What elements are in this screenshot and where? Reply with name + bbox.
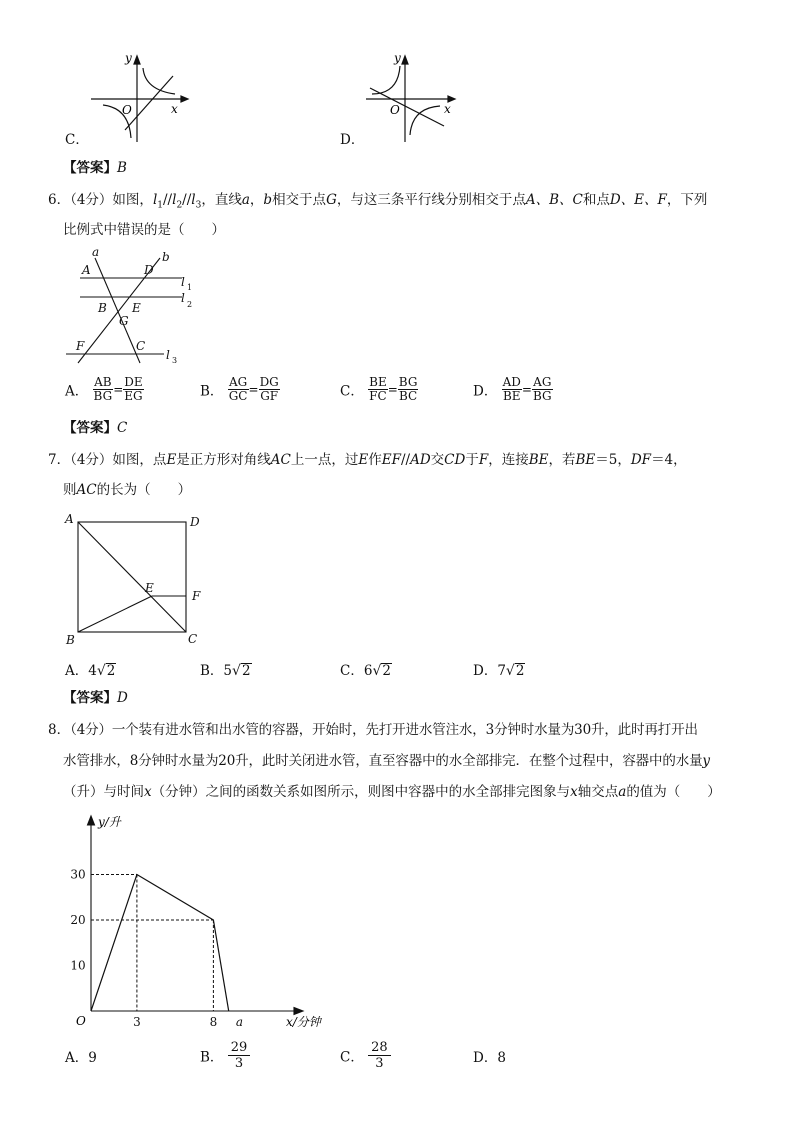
frac-den: GF	[260, 389, 279, 403]
q8-option-b[interactable]	[200, 1040, 250, 1071]
frac-num: DE	[124, 375, 143, 389]
q8-var: x	[570, 784, 578, 800]
graph-label: x	[444, 102, 451, 116]
q7-option-a[interactable]	[65, 659, 116, 679]
q6-par: //	[182, 192, 192, 208]
option-label: C．	[340, 1049, 364, 1066]
frac-den: 3	[375, 1056, 384, 1071]
option-value: 9	[88, 1050, 97, 1066]
option-label: A．	[65, 663, 89, 679]
y-axis-label: y/升	[98, 815, 121, 829]
sqrt-icon: √	[372, 663, 382, 679]
q6-text: ，	[249, 192, 264, 208]
diagram-label: a	[92, 246, 100, 259]
q7-text: 是正方形对角线	[176, 452, 271, 468]
diagram-label: 3	[172, 356, 178, 365]
diagram-label: D	[190, 515, 200, 529]
option-d-graph	[360, 50, 470, 145]
diagram-label: F	[192, 589, 201, 603]
equals: =	[387, 382, 398, 397]
q6-option-b[interactable]	[200, 376, 280, 403]
q8-number: 8．	[48, 722, 71, 738]
frac-den: BG	[93, 389, 113, 403]
q7-option-b[interactable]	[200, 659, 252, 679]
frac-num: AG	[533, 375, 552, 389]
q6-line1	[48, 191, 707, 215]
q7-line1	[48, 451, 687, 469]
x-tick-label: 8	[209, 1015, 218, 1029]
q7-text: ，若	[548, 452, 576, 468]
answer-q6	[63, 419, 127, 437]
diagram-label: E	[132, 301, 141, 315]
frac-num: AB	[94, 375, 112, 389]
equals: =	[521, 382, 532, 397]
q8-text: 水管排水，8分钟时水量为20升，此时关闭进水管，直至容器中的水全部排完．在整个过程中，容器中的水量	[63, 753, 703, 769]
answer-label: 【答案】	[63, 160, 117, 176]
q6-option-c[interactable]	[340, 376, 418, 403]
coef: 4	[88, 663, 97, 679]
diagram-label: B	[66, 633, 75, 647]
sqrt-icon: √	[505, 663, 515, 679]
answer-value: C	[117, 420, 128, 436]
q6-text: 和点	[582, 192, 610, 208]
x-axis-arrow-icon	[294, 1008, 303, 1015]
diagram-label: 1	[187, 283, 193, 292]
answer-q7	[63, 689, 128, 707]
q7-text: 的长为（ ）	[96, 482, 192, 498]
diagram-label: C	[188, 632, 198, 646]
diagram-label: l	[181, 291, 185, 305]
x-tick-label: 3	[133, 1015, 141, 1029]
answer-q5	[63, 159, 127, 177]
q7-line2	[63, 481, 191, 499]
q6-option-d[interactable]	[473, 376, 553, 403]
frac-den: BG	[532, 389, 552, 403]
frac-num: BG	[398, 375, 418, 389]
q8-line1	[48, 721, 698, 739]
q7-var: DF	[630, 452, 652, 468]
frac-den: 3	[234, 1056, 244, 1071]
diagram-label: C	[136, 339, 146, 353]
x-tick-label: a	[235, 1015, 243, 1029]
q8-line3	[63, 783, 721, 801]
radicand: 2	[382, 663, 391, 679]
coef: 6	[363, 663, 373, 679]
q7-var: EF	[381, 452, 401, 468]
q7-text: ＝5，	[595, 452, 631, 468]
q6-s2: 2	[176, 200, 183, 211]
frac-den: BE	[502, 389, 521, 403]
frac-num: AD	[502, 375, 521, 389]
q8-option-a[interactable]	[65, 1046, 97, 1066]
answer-label: 【答案】	[63, 690, 117, 706]
q8-option-c[interactable]	[340, 1040, 391, 1071]
q6-text: ，下列	[666, 192, 708, 208]
q6-b: b	[263, 192, 273, 208]
frac-den: BC	[398, 389, 418, 403]
q7-text: 交	[430, 452, 445, 468]
q7-var: F	[478, 452, 489, 468]
q6-s3: 3	[195, 200, 202, 211]
option-label: A．	[65, 1050, 89, 1066]
option-label: D．	[473, 1050, 498, 1066]
q8-text: （4分）一个装有进水管和出水管的容器，开始时，先打开进水管注水，3分钟时水量为30升，此时再打开出	[70, 722, 698, 738]
frac-num: AG	[228, 375, 248, 389]
option-label: B．	[200, 663, 224, 679]
q6-text: （4分）如图，	[70, 192, 153, 208]
coef: 7	[497, 663, 506, 679]
radicand: 2	[106, 663, 116, 679]
frac-den: FC	[369, 389, 387, 403]
q6-l3: l	[191, 192, 196, 208]
q6-diagram	[60, 246, 200, 368]
y-axis-arrow-icon	[88, 816, 95, 825]
frac-num: BE	[369, 375, 387, 389]
diagram-label: D	[144, 263, 154, 277]
sqrt-icon: √	[232, 663, 241, 679]
q7-text: ＝4，	[651, 452, 687, 468]
q7-var: BE	[575, 452, 596, 468]
q8-var: a	[618, 784, 627, 800]
y-tick-label: 10	[70, 958, 86, 973]
radicand: 2	[241, 663, 251, 679]
radicand: 2	[515, 663, 525, 679]
q6-points: A、B、C	[525, 192, 583, 208]
q7-diagram	[62, 508, 212, 648]
q7-text: //	[400, 452, 411, 468]
sqrt-icon: √	[96, 663, 106, 679]
frac-num: DG	[259, 375, 279, 389]
diagram-label: A	[65, 512, 74, 526]
diagram-label: E	[145, 581, 154, 595]
q7-text: 于	[465, 452, 479, 468]
q6-G: G	[326, 192, 337, 208]
x-axis-label: x/分钟	[286, 1015, 321, 1029]
diagram-label: G	[119, 314, 129, 328]
q7-var: BE	[528, 452, 549, 468]
diagram-label: F	[76, 339, 85, 353]
q7-text: 则	[63, 482, 77, 498]
q7-var: CD	[444, 452, 466, 468]
q6-s1: 1	[157, 200, 163, 211]
q7-text: （4分）如图，点	[70, 452, 167, 468]
q6-text: ，与这三条平行线分别相交于点	[336, 192, 526, 208]
option-c-label: C．	[65, 132, 89, 148]
q7-option-c[interactable]	[340, 659, 392, 679]
q7-text: 作	[368, 452, 382, 468]
q6-number: 6．	[48, 192, 71, 208]
q8-chart	[60, 812, 340, 1034]
series-line	[91, 875, 229, 1012]
option-value: 8	[497, 1050, 506, 1066]
option-label: B．	[200, 1049, 224, 1066]
q8-text: 轴交点	[577, 784, 619, 800]
option-label: D．	[473, 663, 498, 679]
y-tick-label: 30	[70, 867, 86, 882]
frac-den: EG	[124, 389, 143, 403]
q6-par: //	[163, 192, 173, 208]
answer-value: B	[117, 160, 127, 176]
equals: =	[113, 382, 124, 397]
option-label: D．	[473, 383, 498, 400]
q7-var: AC	[270, 452, 291, 468]
q7-number: 7．	[48, 452, 71, 468]
frac-num: 29	[228, 1040, 251, 1056]
y-tick-label: 20	[70, 913, 86, 927]
q7-option-d[interactable]	[473, 659, 525, 679]
answer-label: 【答案】	[63, 420, 117, 436]
q8-line2	[63, 752, 710, 770]
q7-var: AC	[76, 482, 97, 498]
q7-var: E	[166, 452, 177, 468]
diagram-label: b	[162, 250, 170, 264]
option-d-label: D．	[340, 132, 365, 148]
option-label: B．	[200, 383, 224, 400]
frac-den: GC	[228, 389, 248, 403]
q6-text: ，直线	[201, 192, 242, 208]
graph-label: O	[122, 103, 132, 117]
equals: =	[248, 382, 259, 397]
option-c-graph	[85, 50, 195, 145]
q8-var: x	[144, 784, 152, 800]
answer-value: D	[117, 690, 128, 706]
diagram-label: A	[82, 263, 91, 277]
origin-label: O	[76, 1014, 86, 1028]
diagram-label: 2	[187, 300, 193, 309]
q7-var: E	[358, 452, 369, 468]
coef: 5	[223, 663, 233, 679]
option-label: C．	[340, 383, 364, 400]
q8-text: （升）与时间	[63, 784, 144, 800]
graph-label: y	[125, 51, 132, 65]
q8-text: 的值为（ ）	[626, 784, 721, 800]
diagram-label: l	[166, 348, 170, 362]
q6-points: D、E、F	[609, 192, 667, 208]
q6-a: a	[241, 192, 250, 208]
graph-label: y	[394, 51, 401, 65]
q6-l1: l	[152, 192, 158, 208]
frac-num: 28	[368, 1040, 391, 1056]
diagram-label: B	[98, 301, 107, 315]
option-label: C．	[340, 663, 364, 679]
graph-label: x	[171, 102, 178, 116]
q8-option-d[interactable]	[473, 1046, 506, 1066]
q6-line2: 比例式中错误的是（ ）	[63, 222, 225, 238]
q8-text: （分钟）之间的函数关系如图所示，则图中容器中的水全部排完图象与	[151, 784, 571, 800]
q6-option-a[interactable]	[65, 376, 144, 403]
graph-label: O	[390, 103, 400, 117]
q6-l2: l	[172, 192, 177, 208]
q8-var: y	[702, 753, 711, 769]
diagram-label: l	[181, 275, 185, 289]
q6-text: 相交于点	[272, 192, 327, 208]
q7-text: 上一点，过	[290, 452, 359, 468]
q7-var: AD	[410, 452, 431, 468]
q7-text: ，连接	[488, 452, 529, 468]
option-label: A．	[65, 383, 89, 400]
